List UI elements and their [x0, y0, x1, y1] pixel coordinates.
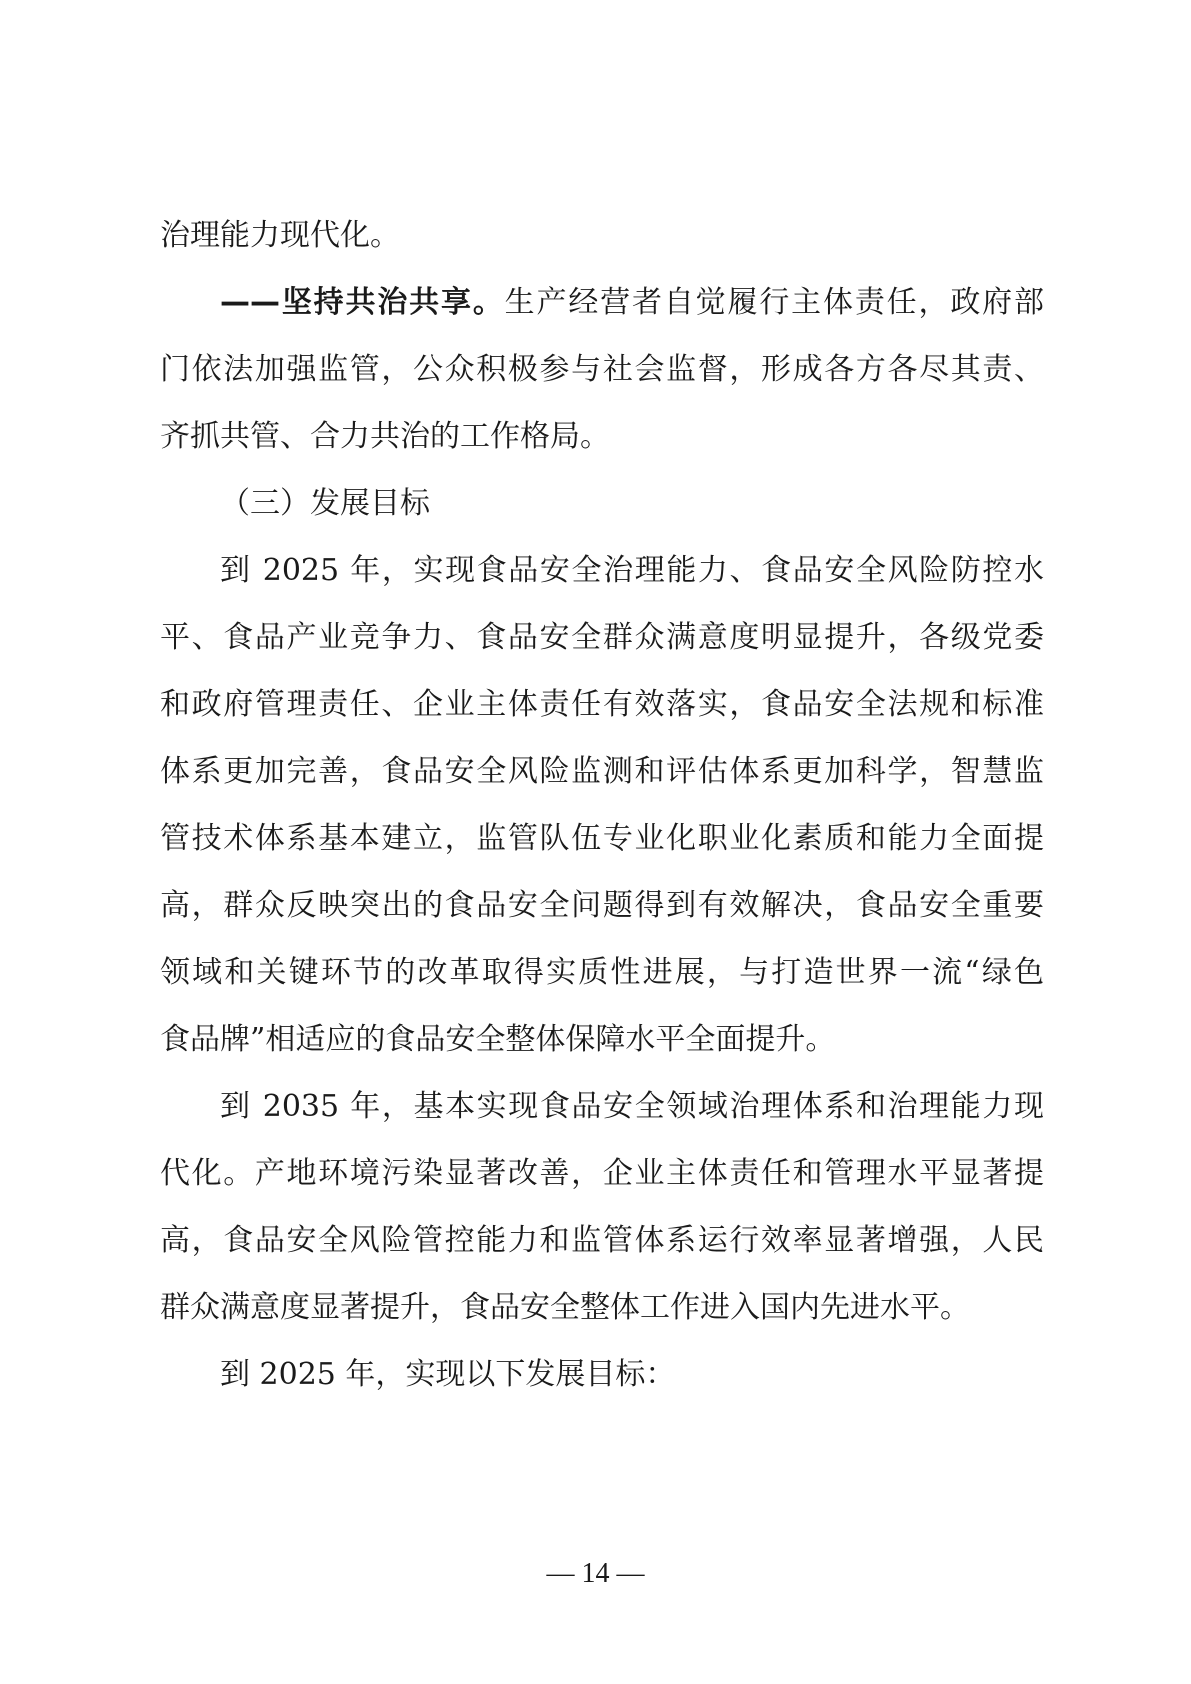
line-gap — [160, 457, 1044, 484]
line-gap — [160, 256, 1044, 283]
principle-heading: ——坚持共治共享。 — [220, 285, 505, 320]
text-line: 和政府管理责任、企业主体责任有效落实，食品安全法规和标准 — [160, 687, 1044, 722]
text-line: 齐抓共管、合力共治的工作格局。 — [160, 419, 610, 454]
line-gap — [160, 792, 1044, 819]
line-gap — [160, 323, 1044, 350]
text-line: 到 2035 年，基本实现食品安全领域治理体系和治理能力现 — [220, 1089, 1044, 1124]
line-gap — [160, 993, 1044, 1020]
line-gap — [160, 859, 1044, 886]
line-gap — [160, 1194, 1044, 1221]
line-gap — [160, 1060, 1044, 1087]
text-line: 体系更加完善，食品安全风险监测和评估体系更加科学，智慧监 — [160, 754, 1044, 789]
page-number: — 14 — — [546, 1558, 645, 1589]
line-gap — [160, 1127, 1044, 1154]
text-line: 门依法加强监管，公众积极参与社会监督，形成各方各尽其责、 — [160, 352, 1044, 387]
line-gap — [160, 524, 1044, 551]
text-span: 生产经营者自觉履行主体责任，政府部 — [504, 285, 1045, 320]
text-line: 管技术体系基本建立，监管队伍专业化职业化素质和能力全面提 — [160, 821, 1044, 856]
line-gap — [160, 591, 1044, 618]
line-gap — [160, 658, 1044, 685]
document-body — [160, 216, 1044, 1395]
line-gap — [160, 390, 1044, 417]
text-line: 高，食品安全风险管控能力和监管体系运行效率显著增强，人民 — [160, 1223, 1044, 1258]
text-line: 高，群众反映突出的食品安全问题得到有效解决，食品安全重要 — [160, 888, 1044, 923]
text-line: 领域和关键环节的改革取得实质性进展，与打造世界一流“绿色 — [160, 955, 1044, 990]
text-line: 食品牌”相适应的食品安全整体保障水平全面提升。 — [160, 1022, 836, 1057]
line-gap — [160, 926, 1044, 953]
line-gap — [160, 1261, 1044, 1288]
line-gap — [160, 1328, 1044, 1355]
text-line: 代化。产地环境污染显著改善，企业主体责任和管理水平显著提 — [160, 1156, 1044, 1191]
text-line: 治理能力现代化。 — [160, 218, 400, 253]
text-line: 到 2025 年，实现食品安全治理能力、食品安全风险防控水 — [220, 553, 1044, 588]
text-line: 到 2025 年，实现以下发展目标： — [220, 1357, 676, 1392]
text-line: 群众满意度显著提升，食品安全整体工作进入国内先进水平。 — [160, 1290, 970, 1325]
section-heading: （三）发展目标 — [220, 486, 430, 521]
line-gap — [160, 725, 1044, 752]
text-line — [160, 283, 1044, 323]
text-line: 平、食品产业竞争力、食品安全群众满意度明显提升，各级党委 — [160, 620, 1044, 655]
